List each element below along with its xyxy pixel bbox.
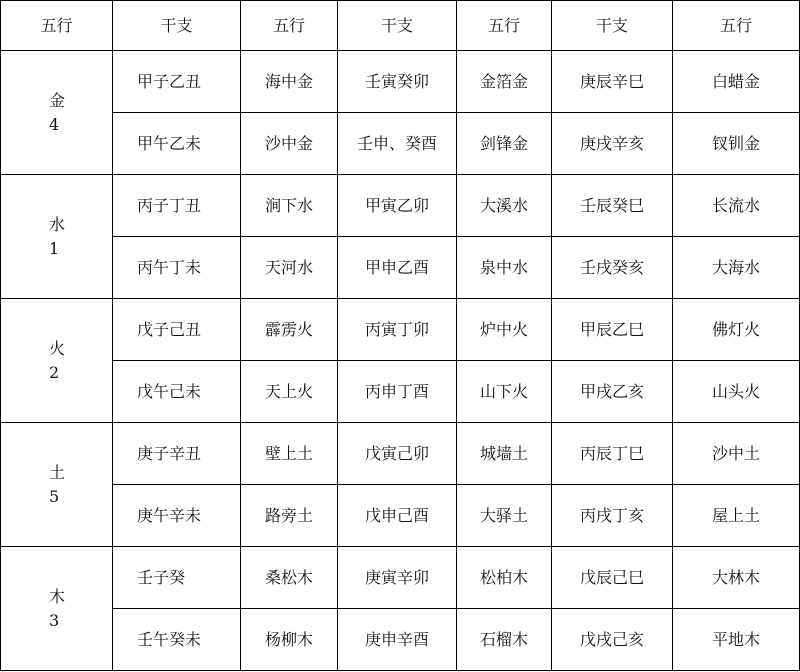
element-number: 5 <box>49 486 60 506</box>
ganzhi-cell: 壬寅癸卯 <box>338 51 457 113</box>
element-name: 木 <box>49 586 66 606</box>
ganzhi-cell: 壬戌癸亥 <box>552 237 673 299</box>
ganzhi-cell: 戊子己丑 <box>113 299 241 361</box>
nayin-cell: 平地木 <box>673 609 800 671</box>
table-row <box>1 485 800 547</box>
element-number: 1 <box>49 238 60 258</box>
ganzhi-cell: 丙午丁未 <box>113 237 241 299</box>
element-name: 金 <box>49 90 66 110</box>
element-cell <box>1 51 113 175</box>
element-cell <box>1 175 113 299</box>
nayin-cell: 海中金 <box>241 51 338 113</box>
nayin-cell: 大溪水 <box>457 175 552 237</box>
table-row <box>1 113 800 175</box>
ganzhi-cell: 戊戌己亥 <box>552 609 673 671</box>
ganzhi-cell: 甲申乙酉 <box>338 237 457 299</box>
nayin-cell: 沙中土 <box>673 423 800 485</box>
element-cell <box>1 423 113 547</box>
nayin-cell: 大海水 <box>673 237 800 299</box>
element-name: 火 <box>49 338 66 358</box>
ganzhi-cell: 庚戌辛亥 <box>552 113 673 175</box>
table-row <box>1 175 800 237</box>
ganzhi-cell: 甲子乙丑 <box>113 51 241 113</box>
element-name: 水 <box>49 214 66 234</box>
element-number: 3 <box>49 610 60 630</box>
nayin-cell: 天上火 <box>241 361 338 423</box>
ganzhi-cell: 庚寅辛卯 <box>338 547 457 609</box>
table-row <box>1 51 800 113</box>
nayin-cell: 钗钏金 <box>673 113 800 175</box>
ganzhi-cell: 丙辰丁巳 <box>552 423 673 485</box>
ganzhi-cell: 庚午辛未 <box>113 485 241 547</box>
nayin-cell: 沙中金 <box>241 113 338 175</box>
ganzhi-cell: 戊申己酉 <box>338 485 457 547</box>
ganzhi-cell: 庚辰辛巳 <box>552 51 673 113</box>
element-number: 4 <box>49 114 60 134</box>
table-row <box>1 423 800 485</box>
nayin-cell: 白蜡金 <box>673 51 800 113</box>
nayin-cell: 杨柳木 <box>241 609 338 671</box>
table-row <box>1 299 800 361</box>
ganzhi-cell: 庚申辛酉 <box>338 609 457 671</box>
ganzhi-cell: 丙申丁酉 <box>338 361 457 423</box>
nayin-cell: 桑松木 <box>241 547 338 609</box>
nayin-cell: 金箔金 <box>457 51 552 113</box>
header-wuxing: 五行 <box>673 1 800 51</box>
header-ganzhi: 干支 <box>113 1 241 51</box>
ganzhi-cell: 甲辰乙巳 <box>552 299 673 361</box>
nayin-cell: 山头火 <box>673 361 800 423</box>
table-row <box>1 547 800 609</box>
ganzhi-cell: 丙子丁丑 <box>113 175 241 237</box>
nayin-cell: 泉中水 <box>457 237 552 299</box>
nayin-cell: 路旁土 <box>241 485 338 547</box>
table-row <box>1 361 800 423</box>
nayin-cell: 山下火 <box>457 361 552 423</box>
nayin-cell: 剑锋金 <box>457 113 552 175</box>
nayin-cell: 长流水 <box>673 175 800 237</box>
nayin-cell: 大林木 <box>673 547 800 609</box>
nayin-cell: 大驿土 <box>457 485 552 547</box>
ganzhi-cell: 甲午乙未 <box>113 113 241 175</box>
ganzhi-cell: 壬午癸未 <box>113 609 241 671</box>
nayin-cell: 佛灯火 <box>673 299 800 361</box>
ganzhi-cell: 戊午己未 <box>113 361 241 423</box>
ganzhi-cell: 戊寅己卯 <box>338 423 457 485</box>
ganzhi-cell: 壬申、癸酉 <box>338 113 457 175</box>
nayin-cell: 屋上土 <box>673 485 800 547</box>
ganzhi-cell: 甲戌乙亥 <box>552 361 673 423</box>
table-row <box>1 237 800 299</box>
ganzhi-cell: 戊辰己巳 <box>552 547 673 609</box>
nayin-cell: 炉中火 <box>457 299 552 361</box>
ganzhi-cell: 丙寅丁卯 <box>338 299 457 361</box>
nayin-cell: 松柏木 <box>457 547 552 609</box>
nayin-cell: 涧下水 <box>241 175 338 237</box>
ganzhi-cell: 壬辰癸巳 <box>552 175 673 237</box>
nayin-cell: 城墙土 <box>457 423 552 485</box>
header-wuxing: 五行 <box>1 1 113 51</box>
ganzhi-cell: 丙戌丁亥 <box>552 485 673 547</box>
nayin-cell: 霹雳火 <box>241 299 338 361</box>
nayin-cell: 壁上土 <box>241 423 338 485</box>
element-name: 土 <box>49 462 66 482</box>
table-row <box>1 609 800 671</box>
element-cell <box>1 547 113 671</box>
nayin-cell: 石榴木 <box>457 609 552 671</box>
header-ganzhi: 干支 <box>552 1 673 51</box>
ganzhi-cell: 庚子辛丑 <box>113 423 241 485</box>
element-cell <box>1 299 113 423</box>
nayin-cell: 天河水 <box>241 237 338 299</box>
header-wuxing: 五行 <box>457 1 552 51</box>
header-wuxing: 五行 <box>241 1 338 51</box>
ganzhi-cell: 甲寅乙卯 <box>338 175 457 237</box>
header-ganzhi: 干支 <box>338 1 457 51</box>
ganzhi-cell: 壬子癸 <box>113 547 241 609</box>
header-row <box>1 1 800 51</box>
element-number: 2 <box>49 362 60 382</box>
